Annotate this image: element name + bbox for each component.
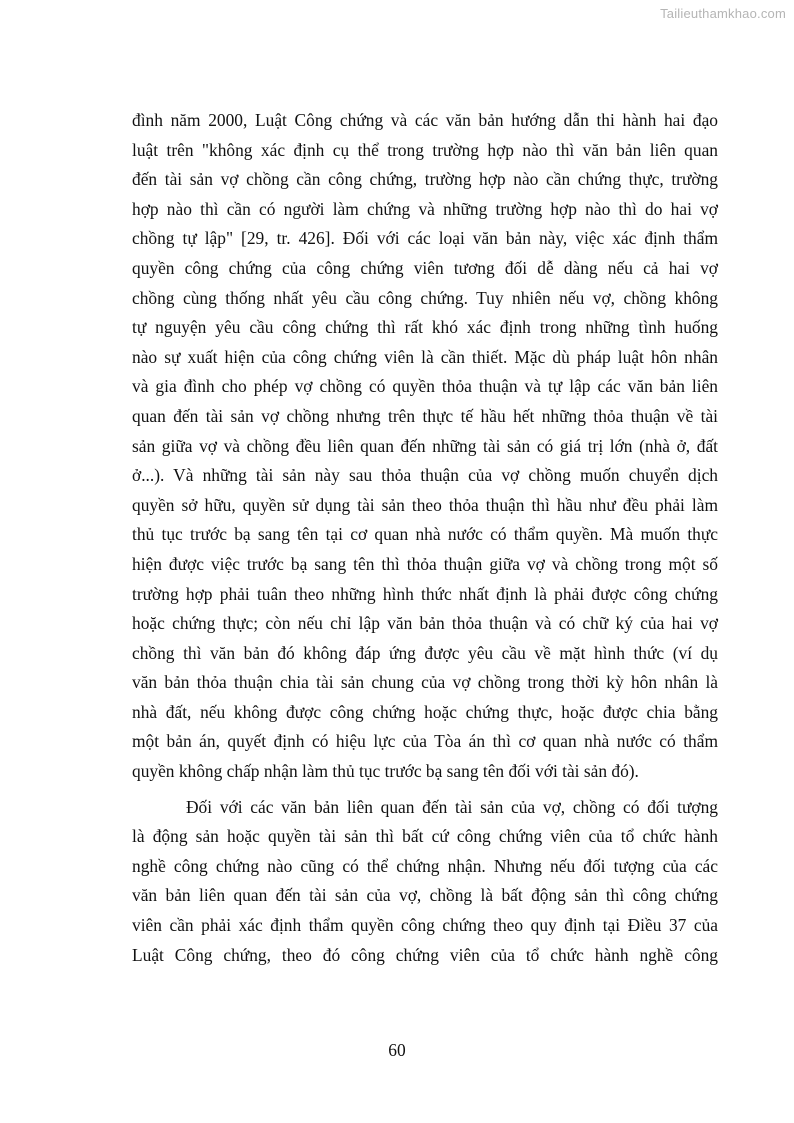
text-line: nhà đất, nếu không được công chứng hoặc chứng thực, hoặc được chia bằng [132, 701, 718, 722]
text-line: luật trên "không xác định cụ thể trong trường hợp nào thì văn bản liên quan [132, 139, 718, 160]
text-line: tự nguyện yêu cầu công chứng thì rất khó xác định trong những tình huống [132, 317, 718, 338]
text-line: quyền công chứng của công chứng viên tương đối dễ dàng nếu cả hai vợ [132, 257, 718, 278]
paragraph-1 [132, 106, 718, 787]
text-line: hoặc chứng thực; còn nếu chỉ lập văn bản thỏa thuận và có chữ ký của hai vợ [132, 613, 718, 634]
document-body [132, 106, 718, 970]
text-line: Luật Công chứng, theo đó công chứng viên của tổ chức hành nghề công [132, 944, 718, 965]
text-line: chồng cùng thống nhất yêu cầu công chứng. Tuy nhiên nếu vợ, chồng không [132, 287, 718, 308]
text-line: Đối với các văn bản liên quan đến tài sản của vợ, chồng có đối tượng [186, 796, 718, 817]
watermark-text: Tailieuthamkhao.com [660, 6, 786, 21]
text-line: là động sản hoặc quyền tài sản thì bất cứ công chứng viên của tổ chức hành [132, 826, 718, 847]
page-number: 60 [388, 1040, 406, 1060]
paragraph-2 [132, 793, 718, 971]
text-line: một bản án, quyết định có hiệu lực của Tòa án thì cơ quan nhà nước có thẩm [132, 731, 718, 752]
text-line: và gia đình cho phép vợ chồng có quyền thỏa thuận và tự lập các văn bản liên [132, 376, 718, 397]
text-line: trường hợp phải tuân theo những hình thức nhất định là phải được công chứng [132, 583, 718, 604]
text-line: văn bản thỏa thuận chia tài sản chung của vợ chồng trong thời kỳ hôn nhân là [132, 672, 718, 693]
text-line: sản giữa vợ và chồng đều liên quan đến những tài sản có giá trị lớn (nhà ở, đất [132, 435, 718, 456]
text-line: văn bản liên quan đến tài sản của vợ, chồng là bất động sản thì công chứng [132, 885, 718, 906]
text-line: hiện được việc trước bạ sang tên thì thỏa thuận giữa vợ và chồng trong một số [132, 553, 718, 574]
text-line: đến tài sản vợ chồng cần công chứng, trường hợp nào cần chứng thực, trường [132, 169, 718, 190]
text-line: chồng thì văn bản đó không đáp ứng được yêu cầu về mặt hình thức (ví dụ [132, 642, 718, 663]
text-line: thủ tục trước bạ sang tên tại cơ quan nhà nước có thẩm quyền. Mà muốn thực [132, 524, 718, 545]
text-line: viên cần phải xác định thẩm quyền công chứng theo quy định tại Điều 37 của [132, 915, 718, 936]
text-line: quyền sở hữu, quyền sử dụng tài sản theo thỏa thuận thì hầu như đều phải làm [132, 494, 718, 515]
text-line: đình năm 2000, Luật Công chứng và các văn bản hướng dẫn thi hành hai đạo [132, 110, 718, 130]
text-line: nghề công chứng nào cũng có thể chứng nhận. Nhưng nếu đối tượng của các [132, 855, 718, 876]
text-line: chồng tự lập" [29, tr. 426]. Đối với các loại văn bản này, việc xác định thẩm [132, 228, 718, 249]
text-line: nào sự xuất hiện của công chứng viên là cần thiết. Mặc dù pháp luật hôn nhân [132, 346, 718, 367]
text-line: quan đến tài sản vợ chồng nhưng trên thực tế hầu hết những thỏa thuận về tài [132, 405, 718, 426]
text-line: quyền không chấp nhận làm thủ tục trước bạ sang tên đối với tài sản đó). [132, 761, 639, 782]
text-line: ở...). Và những tài sản này sau thỏa thuận của vợ chồng muốn chuyển dịch [132, 465, 718, 486]
text-line: hợp nào thì cần có người làm chứng và những trường hợp nào thì do hai vợ [132, 198, 718, 219]
